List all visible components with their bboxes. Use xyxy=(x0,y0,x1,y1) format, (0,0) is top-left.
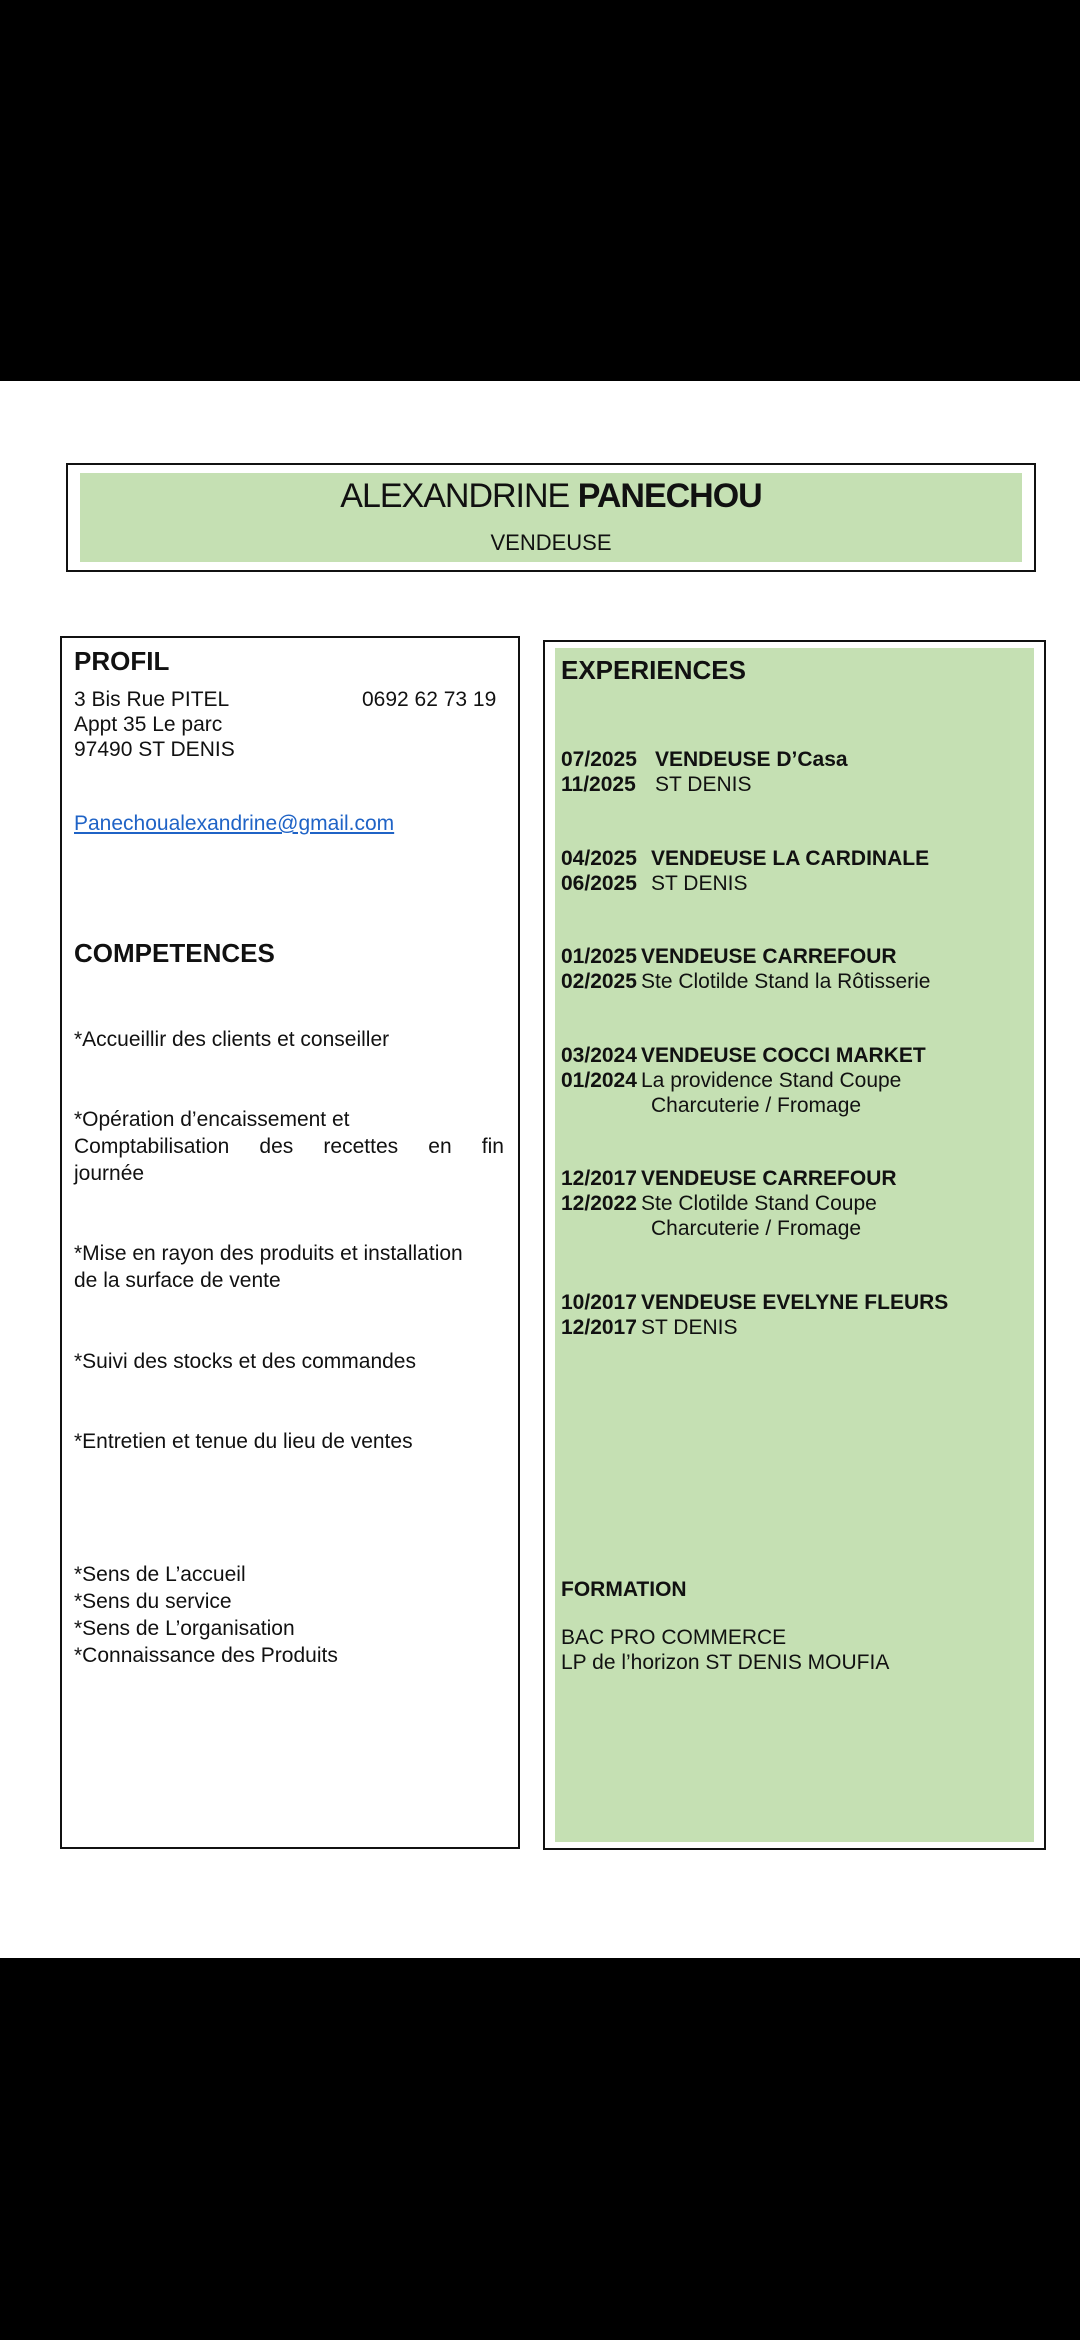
quality-item: *Connaissance des Produits xyxy=(74,1644,338,1667)
first-name: ALEXANDRINE xyxy=(340,477,570,515)
competence-item: *Entretien et tenue du lieu de ventes xyxy=(74,1430,413,1453)
exp-end-date: 11/2025 xyxy=(561,773,636,796)
address-line-1: 3 Bis Rue PITEL xyxy=(74,688,230,711)
exp-role: VENDEUSE CARREFOUR xyxy=(641,1167,897,1190)
competence-item: *Opération d’encaissement et xyxy=(74,1108,350,1131)
competence-item-cont: journée xyxy=(74,1162,145,1185)
competence-item: *Accueillir des clients et conseiller xyxy=(74,1028,390,1051)
exp-place-cont: Charcuterie / Fromage xyxy=(651,1217,862,1240)
exp-end-date: 12/2017 xyxy=(561,1316,637,1339)
competence-item: *Mise en rayon des produits et installation xyxy=(74,1242,463,1265)
exp-end-date: 02/2025 xyxy=(561,970,637,993)
exp-role: VENDEUSE D’Casa xyxy=(655,748,848,771)
exp-place: Ste Clotilde Stand la Rôtisserie xyxy=(641,970,931,993)
exp-start-date: 12/2017 xyxy=(561,1167,637,1190)
competences-heading: COMPETENCES xyxy=(74,938,275,968)
exp-place: Ste Clotilde Stand Coupe xyxy=(641,1192,877,1215)
competence-item-cont: de la surface de vente xyxy=(74,1269,281,1292)
exp-start-date: 07/2025 xyxy=(561,748,637,771)
exp-place: ST DENIS xyxy=(651,872,748,895)
competence-item: *Suivi des stocks et des commandes xyxy=(74,1350,416,1373)
experiences-panel xyxy=(555,648,1034,1842)
header-box xyxy=(66,463,1036,572)
email-link[interactable]: Panechoualexandrine@gmail.com xyxy=(74,812,395,835)
exp-place: ST DENIS xyxy=(655,773,752,796)
quality-item: *Sens de L’accueil xyxy=(74,1563,246,1586)
quality-item: *Sens de L’organisation xyxy=(74,1617,295,1640)
full-name xyxy=(80,477,1022,516)
address-line-2: Appt 35 Le parc xyxy=(74,713,223,736)
exp-start-date: 10/2017 xyxy=(561,1291,637,1314)
formation-heading: FORMATION xyxy=(561,1578,687,1601)
exp-role: VENDEUSE COCCI MARKET xyxy=(641,1044,926,1067)
profil-heading: PROFIL xyxy=(74,646,170,676)
exp-end-date: 06/2025 xyxy=(561,872,637,895)
right-column xyxy=(543,640,1046,1850)
header-banner xyxy=(80,473,1022,562)
exp-place: ST DENIS xyxy=(641,1316,738,1339)
exp-start-date: 03/2024 xyxy=(561,1044,637,1067)
exp-role: VENDEUSE CARREFOUR xyxy=(641,945,897,968)
exp-end-date: 01/2024 xyxy=(561,1069,637,1092)
job-title: VENDEUSE xyxy=(490,530,612,555)
experiences-heading: EXPERIENCES xyxy=(561,655,746,685)
cv-page xyxy=(0,381,1080,1958)
phone-number: 0692 62 73 19 xyxy=(362,688,497,711)
exp-place-cont: Charcuterie / Fromage xyxy=(651,1094,862,1117)
exp-role: VENDEUSE EVELYNE FLEURS xyxy=(641,1291,949,1314)
exp-start-date: 01/2025 xyxy=(561,945,637,968)
exp-start-date: 04/2025 xyxy=(561,847,637,870)
left-column xyxy=(60,636,520,1849)
quality-item: *Sens du service xyxy=(74,1590,232,1613)
exp-role: VENDEUSE LA CARDINALE xyxy=(651,847,930,870)
address-line-3: 97490 ST DENIS xyxy=(74,738,235,761)
last-name: PANECHOU xyxy=(577,477,762,515)
formation-school: LP de l’horizon ST DENIS MOUFIA xyxy=(561,1651,890,1674)
formation-diploma: BAC PRO COMMERCE xyxy=(561,1626,787,1649)
competence-item-cont: Comptabilisation des recettes en fin xyxy=(74,1135,504,1158)
exp-end-date: 12/2022 xyxy=(561,1192,637,1215)
exp-place: La providence Stand Coupe xyxy=(641,1069,902,1092)
